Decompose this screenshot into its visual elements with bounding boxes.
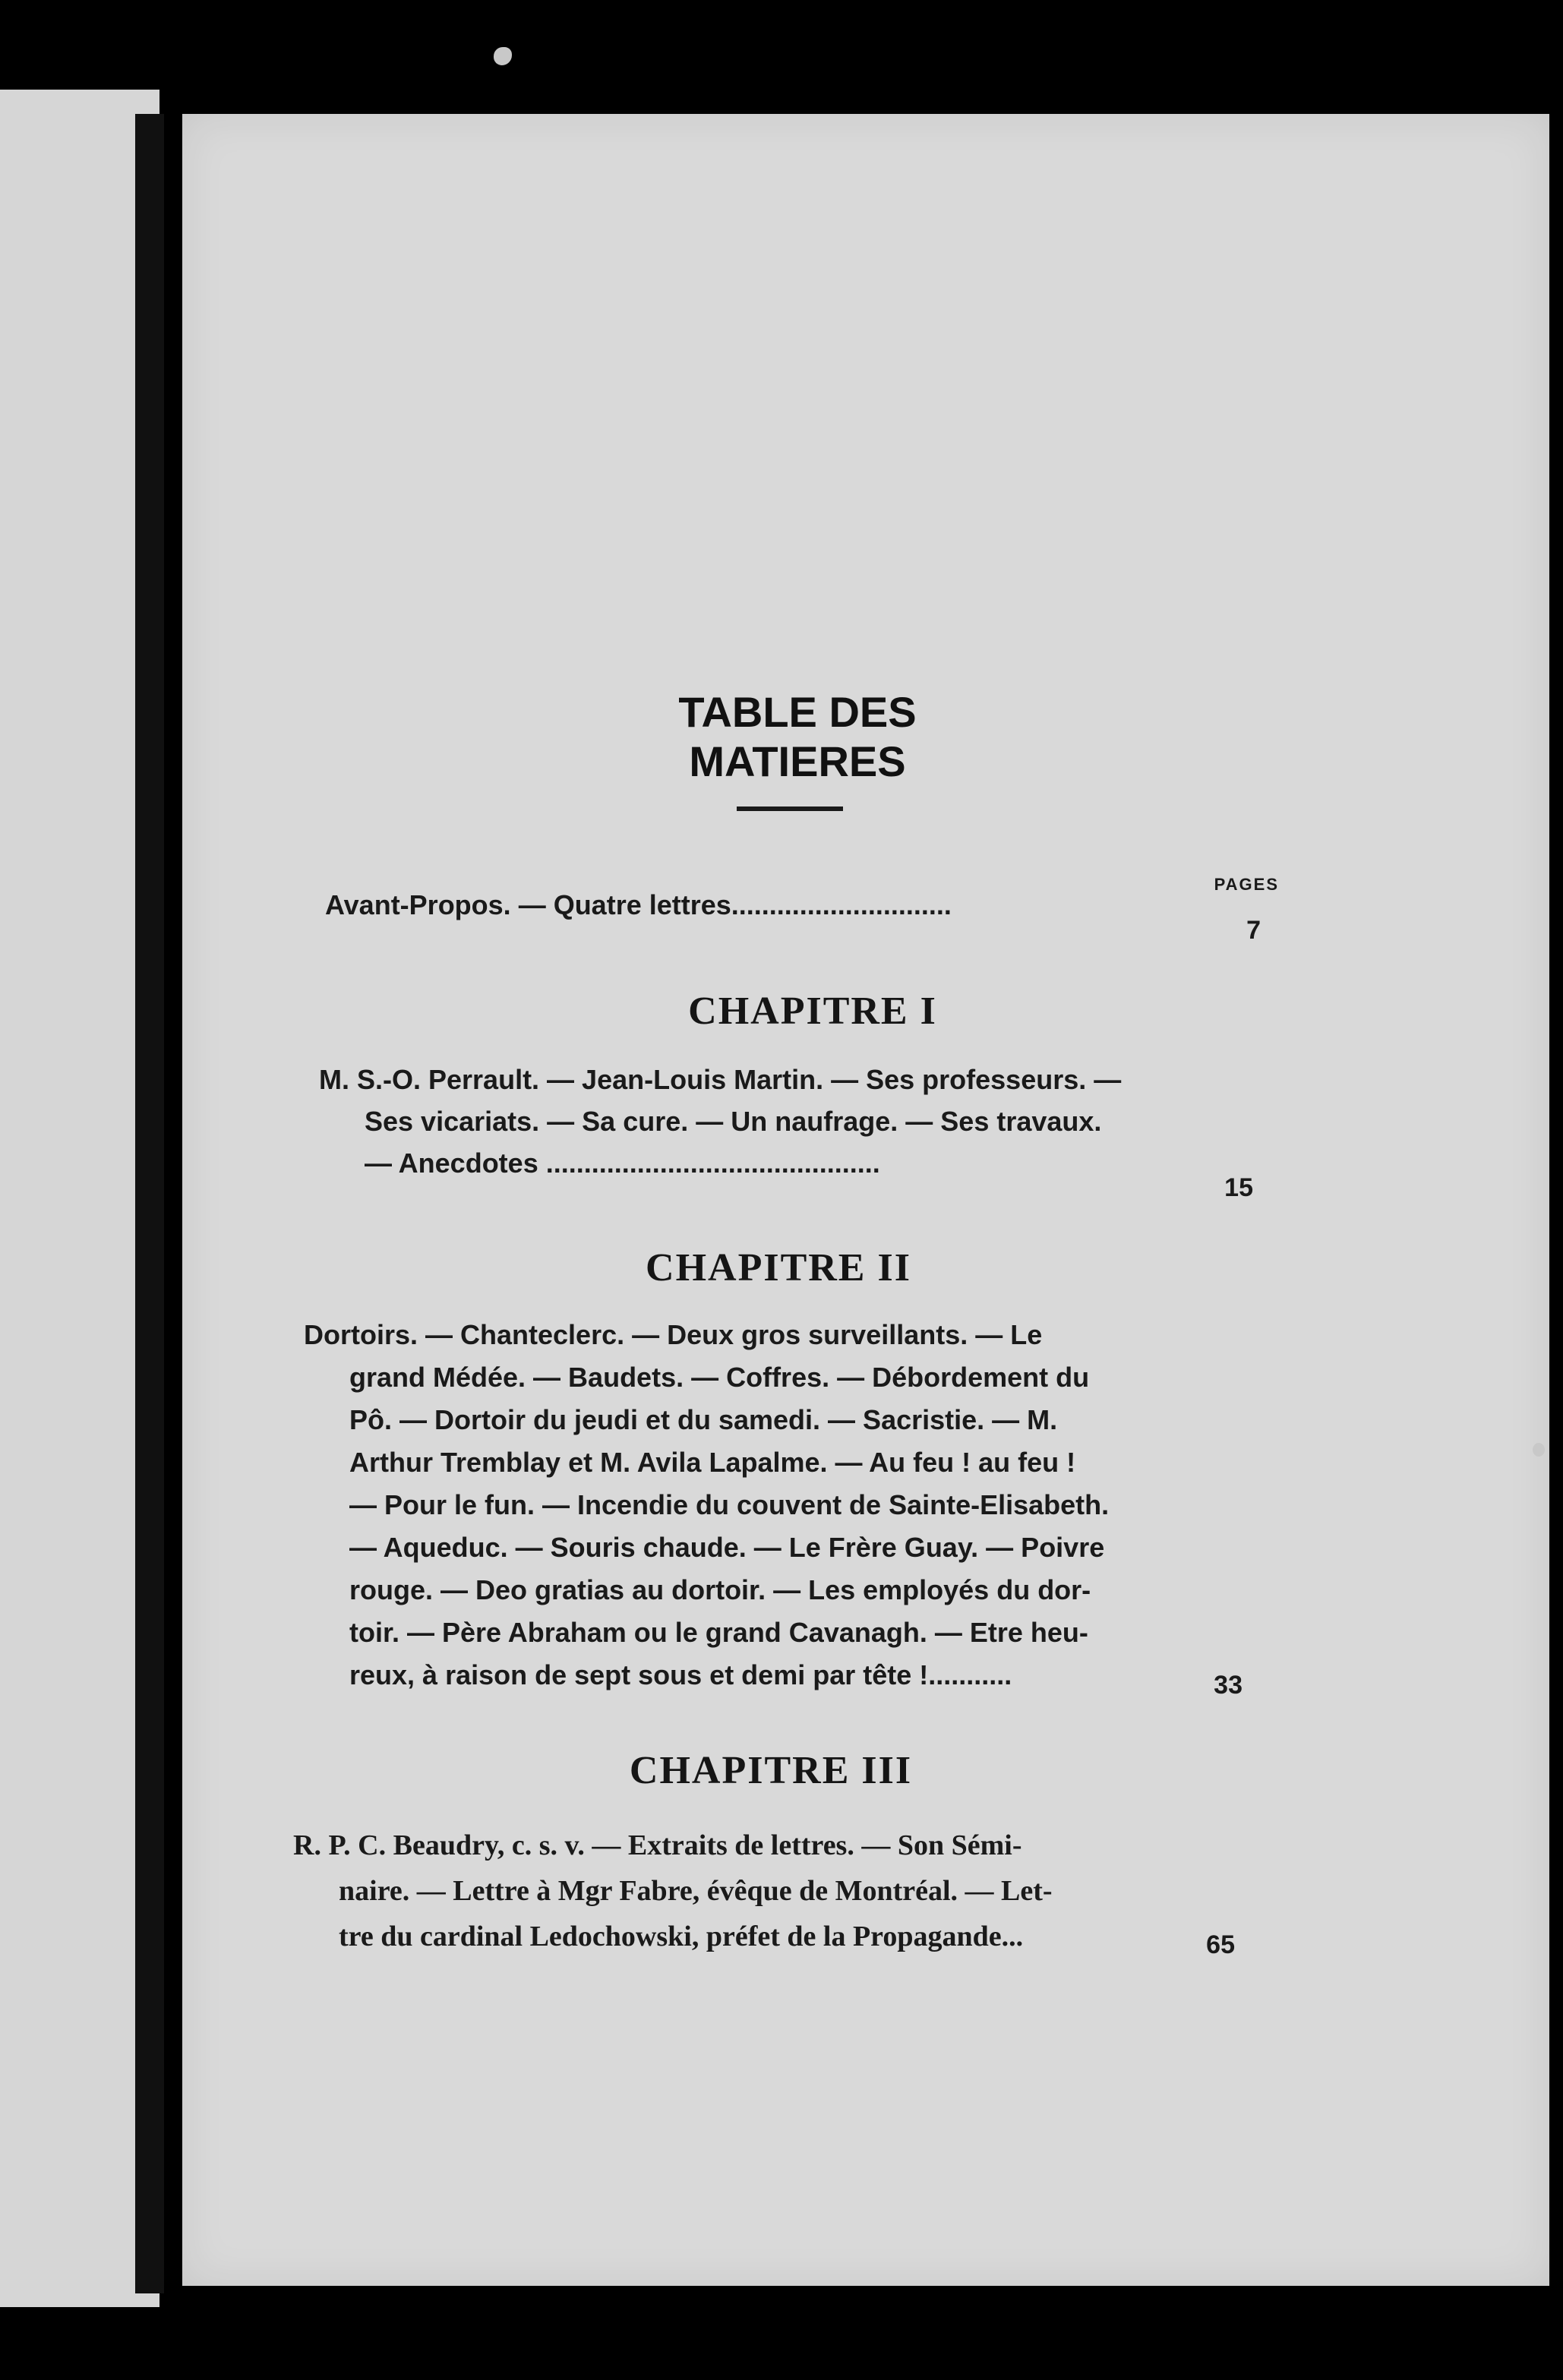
scan-blemish [494,47,512,65]
page-number: 65 [1206,1930,1235,1959]
toc-line: tre du cardinal Ledochowski, préfet de la Propagande... [339,1921,1024,1952]
page-title: TABLE DES MATIERES [678,688,917,785]
toc-line: grand Médée. — Baudets. — Coffres. — Débordement du [349,1362,1090,1393]
toc-line: R. P. C. Beaudry, c. s. v. — Extraits de lettres. — Son Sémi- [293,1829,1022,1861]
toc-line: Arthur Tremblay et M. Avila Lapalme. — Au feu ! au feu ! [349,1447,1076,1478]
page-number: 7 [1246,916,1261,945]
toc-entry-avant-propos [325,884,1191,926]
toc-line: M. S.-O. Perrault. — Jean-Louis Martin. — Ses professeurs. — [319,1064,1122,1095]
toc-entry-chapter-1 [319,1059,1200,1184]
chapter-heading: CHAPITRE III [629,1749,913,1792]
title-rule [737,806,843,811]
chapter-heading: CHAPITRE I [688,990,937,1033]
toc-line: Avant-Propos. — Quatre lettres............................. [325,889,952,920]
toc-line: toir. — Père Abraham ou le grand Cavanagh. — Etre heu- [349,1617,1088,1648]
chapter-heading: CHAPITRE II [646,1246,911,1289]
scan-blemish [1533,1443,1545,1457]
page-number: 33 [1214,1671,1243,1700]
toc-entry-chapter-2 [304,1314,1192,1697]
book-gutter [135,114,164,2293]
page-number: 15 [1224,1173,1253,1202]
toc-line: — Aqueduc. — Souris chaude. — Le Frère Guay. — Poivre [349,1532,1105,1563]
pages-column-label: PAGES [1214,875,1279,894]
toc-line: rouge. — Deo gratias au dortoir. — Les employés du dor- [349,1574,1091,1605]
document-page [182,114,1549,2286]
toc-line: — Anecdotes ............................................ [365,1147,880,1179]
toc-line: reux, à raison de sept sous et demi par tête !........... [349,1659,1012,1690]
toc-line: Pô. — Dortoir du jeudi et du samedi. — Sacristie. — M. [349,1404,1058,1435]
toc-line: naire. — Lettre à Mgr Fabre, évêque de Montréal. — Let- [339,1875,1053,1907]
toc-line: Ses vicariats. — Sa cure. — Un naufrage. — Ses travaux. [365,1106,1102,1137]
toc-line: — Pour le fun. — Incendie du couvent de Sainte-Elisabeth. [349,1489,1110,1520]
toc-entry-chapter-3 [293,1823,1182,1959]
toc-line: Dortoirs. — Chanteclerc. — Deux gros surveillants. — Le [304,1319,1043,1350]
